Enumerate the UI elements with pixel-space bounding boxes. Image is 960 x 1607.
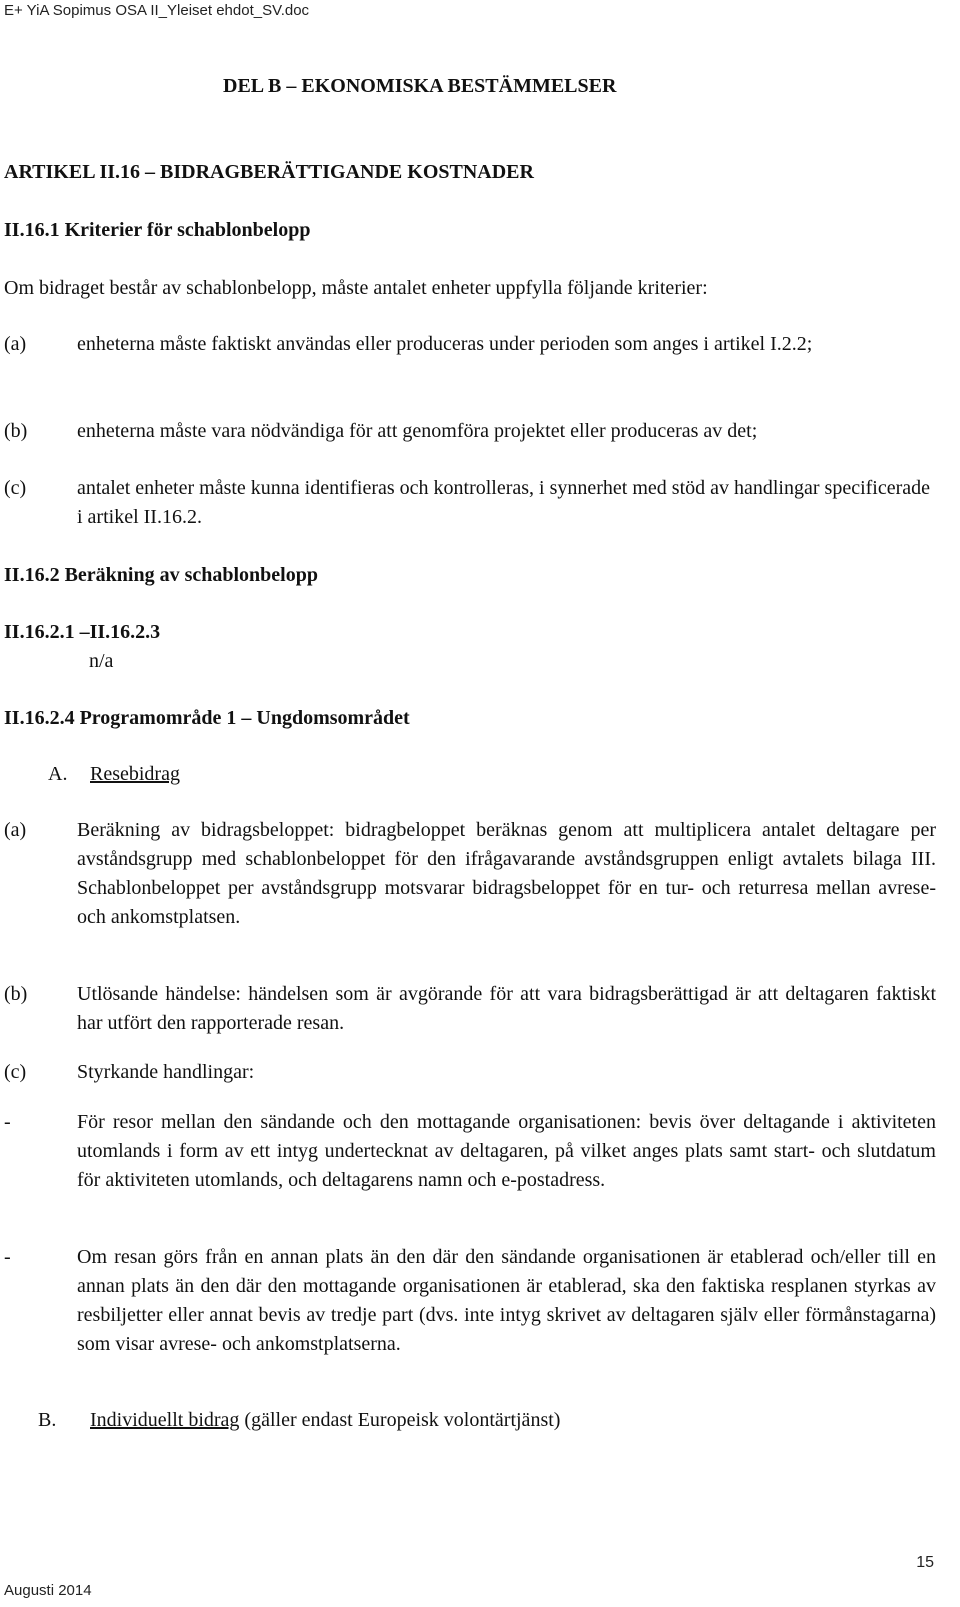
item-label: (b) [4,983,28,1005]
item-label: (b) [4,420,28,442]
criteria-item-c [4,474,936,532]
bullet-text: Om resan görs från en annan plats än den där den sändande organisationen är etablerad och/eller till en annan plats än den där den mottagande organisationen är etablerad, ska den faktiska resplanen styrkas av resbiljetter eller annat bevis av tredje part (dvs. inte intyg skrivet av deltagaren själv eller förmånstagarna) som visar avrese- och ankomstplatserna. [77,1246,936,1355]
section-b-label: B. [38,1409,57,1431]
subsection-heading-16-2-4: II.16.2.4 Programområde 1 – Ungdomsområdet [4,707,410,729]
bullet-dash: - [4,1111,11,1133]
criteria-item-b [4,417,936,446]
item-label: (c) [4,477,27,499]
item-label: (c) [4,1061,27,1083]
item-label: (a) [4,819,27,841]
section-heading-16-1: II.16.1 Kriterier för schablonbelopp [4,219,311,241]
item-text: enheterna måste faktiskt användas eller produceras under perioden som anges i artikel I.2.2; [77,333,813,355]
item-text: Utlösande händelse: händelsen som är avgörande för att vara bidragsberättigad är att deltagaren faktiskt har utfört den rapporterade resan. [77,983,936,1034]
article-title: ARTIKEL II.16 – BIDRAGBERÄTTIGANDE KOSTNADER [4,161,534,183]
evidence-bullet-2 [4,1243,936,1359]
section-a-title: Resebidrag [90,763,180,785]
item-label: (a) [4,333,27,355]
section-b-note: (gäller endast Europeisk volontärtjänst) [239,1409,561,1431]
section-heading-16-2: II.16.2 Beräkning av schablonbelopp [4,564,318,586]
page-number: 15 [916,1554,934,1571]
criteria-intro: Om bidraget består av schablonbelopp, måste antalet enheter uppfylla följande kriterier: [4,277,708,299]
item-text: Beräkning av bidragsbeloppet: bidragbeloppet beräknas genom att multiplicera antalet deltagare per avståndsgrupp med schablonbeloppet för den ifrågavarande avståndsgruppen enligt avtalets bilaga III. Schablonbeloppet per avståndsgrupp motsvarar bidragsbeloppet för en tur- och returresa mellan avrese- och ankomstplatsen. [77,819,936,928]
item-text: enheterna måste vara nödvändiga för att genomföra projektet eller produceras av det; [77,420,758,442]
item-text: antalet enheter måste kunna identifieras och kontrolleras, i synnerhet med stöd av handlingar specificerade i artikel II.16.2. [77,477,931,528]
document-filename-header: E+ YiA Sopimus OSA II_Yleiset ehdot_SV.doc [4,2,310,19]
bullet-dash: - [4,1246,11,1268]
evidence-bullet-1 [4,1108,936,1195]
not-applicable-value: n/a [89,650,114,672]
section-b-title: Individuellt bidrag [90,1409,240,1431]
section-a-label: A. [48,763,68,785]
subsection-heading-16-2-1-3: II.16.2.1 –II.16.2.3 [4,621,161,643]
part-title: DEL B – EKONOMISKA BESTÄMMELSER [223,75,617,97]
item-text: Styrkande handlingar: [77,1061,255,1083]
travel-item-c [4,1058,936,1087]
footer-date: Augusti 2014 [4,1582,92,1599]
travel-item-b [4,980,936,1038]
travel-item-a [4,816,936,932]
bullet-text: För resor mellan den sändande och den mottagande organisationen: bevis över deltagande i aktiviteten utomlands i form av ett intyg undertecknat av deltagaren, på vilket anges plats samt start- och slutdatum för aktiviteten utomlands, och deltagarens namn och e-postadress. [77,1111,936,1191]
section-b-heading [90,1406,560,1435]
criteria-item-a [4,330,936,359]
